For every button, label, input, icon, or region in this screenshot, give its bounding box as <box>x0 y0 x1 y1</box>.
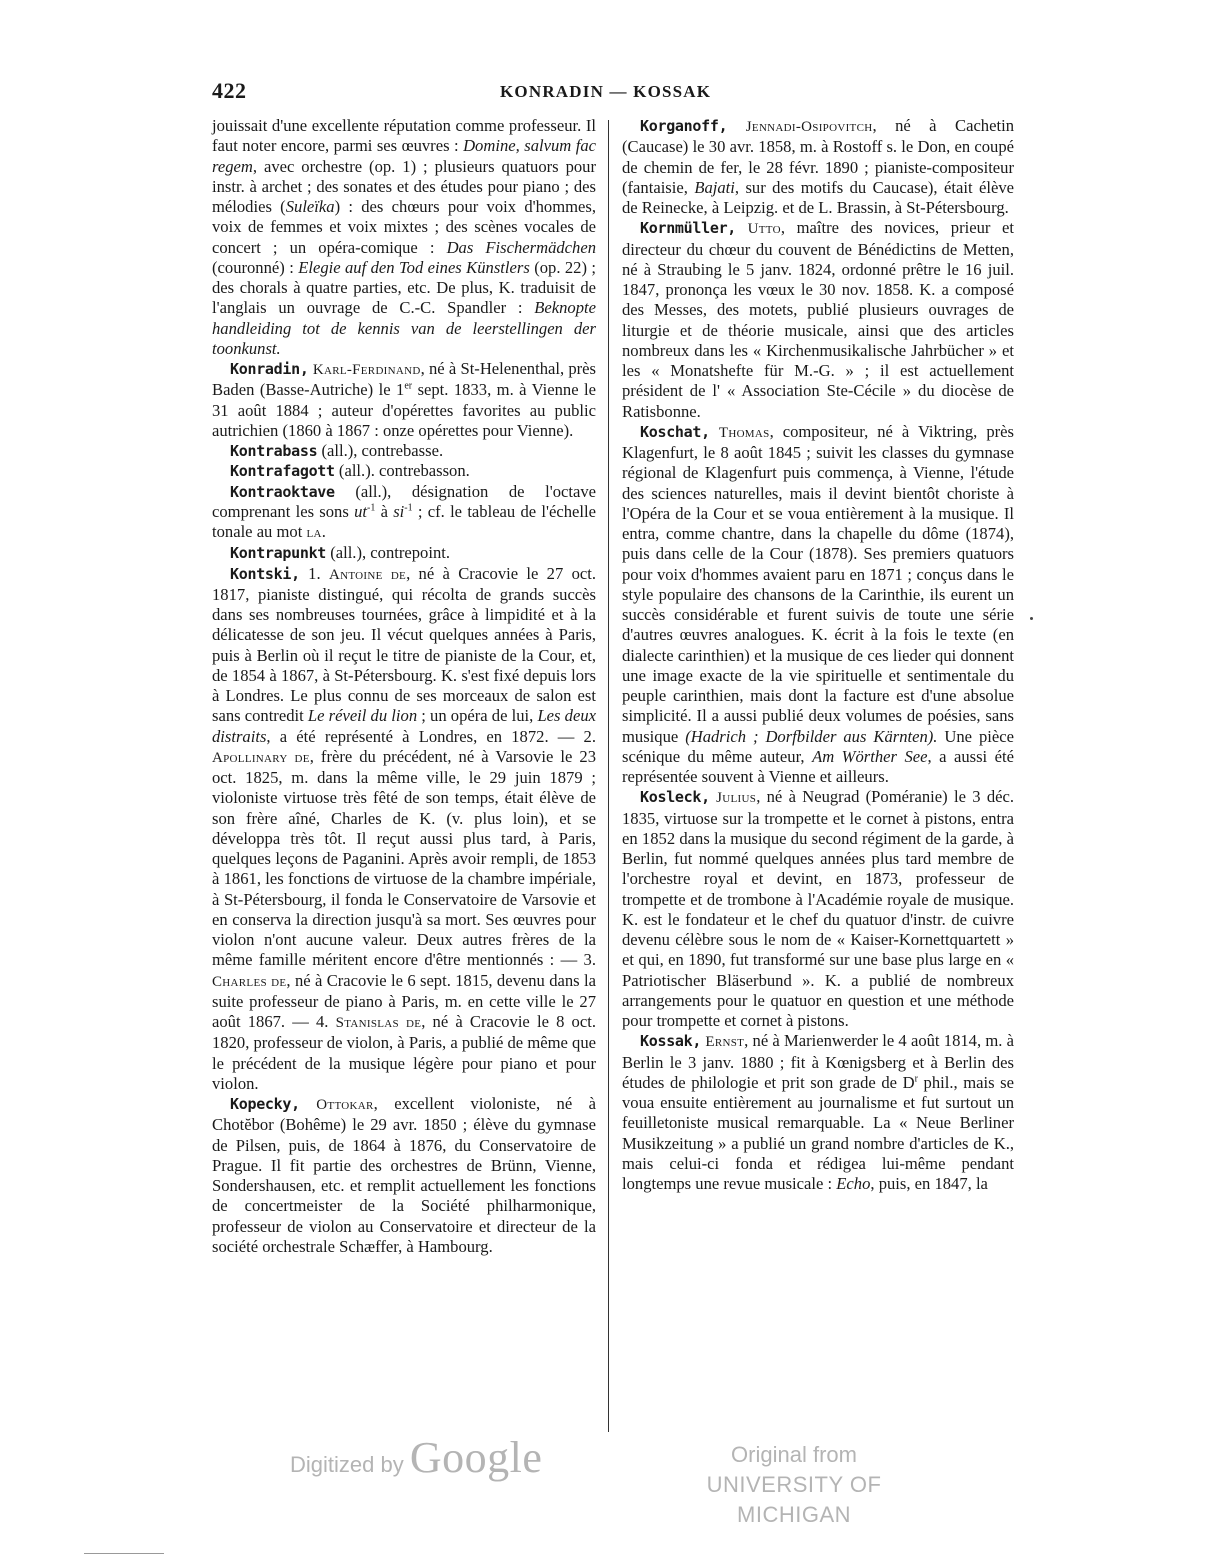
entry-korganoff: Korganoff, Jennadi-Osipovitch, né à Cachetin (Caucase) le 30 avr. 1858, m. à Rostoff s. le Don, en coupé de chemin de fer, le 28 févr. 1890 ; pianiste-compositeur (fantaisie, Bajati, sur des motifs du Caucase), était élève de Reinecke, à Leipzig. et de L. Brassin, à St-Pétersbourg. <box>622 116 1014 217</box>
headword: Kontrafagott <box>230 462 335 481</box>
entry-kontrafagott: Kontrafagott (all.). contrebasson. <box>230 461 470 481</box>
headword: Kornmüller, <box>640 219 737 238</box>
headword: Kosleck, <box>640 788 710 807</box>
scan-speck <box>1030 617 1033 620</box>
right-column <box>622 116 1014 1194</box>
entry-kossak: Kossak, Ernst, né à Marienwerder le 4 août 1814, m. à Berlin le 3 janv. 1880 ; fit à Kœnigsberg et à Berlin des études de philologie et prit son grade de $D^r$ phil., mais se voua ensuite entièrement au journalisme et fut surtout un feuilletoniste musical remarquable. La « Neue Berliner Musikzeitung » a publié un grand nombre d'articles de K., mais celui-ci fonda et rédigea lui-même pendant longtemps une revue musicale : Echo, puis, en 1847, la <box>622 1031 1014 1193</box>
entry-kontraoktave: Kontraoktave (all.), désignation de l'octave comprenant les sons $ut^{-1}$ à $si^{-1}$ ; cf. le tableau de l'échelle tonale au mot la. <box>212 481 596 541</box>
column-divider <box>608 120 609 1432</box>
original-from-label: Original from <box>731 1442 857 1467</box>
headword: Kontraoktave <box>230 482 335 501</box>
footer-rule <box>84 1553 164 1554</box>
entry-kontski: Kontski, 1. Antoine de, né à Cracovie le 27 oct. 1817, pianiste distingué, qui récolta de grands succès dans ses nombreuses tournées, grâce à limpidité et à la délicatesse de son jeu. Il vécut quelques années à Paris, puis à Berlin où il reçut le titre de pianiste de la Cour, et, de 1854 à 1867, à St-Pétersbourg. K. s'est fixé depuis lors à Londres. Le plus connu de ses morceaux de salon est sans contredit Le réveil du lion ; un opéra de lui, Les deux distraits, a été représenté à Londres, en 1872. — 2. Apollinary de, frère du précédent, né à Varsovie le 23 oct. 1825, m. dans la même ville, le 29 juin 1879 ; violoniste virtuose très fêté de son temps, était élève de son frère aîné, Charles de K. (v. plus loin), et se développa très tôt. Il reçut aussi plus tard, à Paris, quelques leçons de Paganini. Après avoir rempli, de 1853 à 1861, les fonctions de virtuose de la chambre impériale, à St-Pétersbourg, il fonda le Conservatoire de Varsovie et en conserva la direction jusqu'à sa mort. Ses œuvres pour violon n'ont aucune valeur. Deux autres frères de la même famille méritent encore d'être mentionnés : — 3. Charles de, né à Cracovie le 6 sept. 1815, devenu dans la suite professeur de piano à Paris, m. en cette ville le 27 août 1867. — 4. Stanislas de, né à Cracovie le 8 oct. 1820, professeur de violon, à Paris, a publié de même que le précédent de la musique légère pour piano et pour violon. <box>212 563 597 1093</box>
google-watermark <box>290 1432 542 1483</box>
digitized-by-label: Digitized by <box>290 1452 404 1477</box>
headword: Kossak, <box>640 1032 702 1051</box>
page-number: 422 <box>212 78 247 103</box>
headword: Korganoff, <box>640 117 728 135</box>
headword: Konradin, <box>230 360 309 378</box>
university-watermark <box>668 1440 920 1530</box>
entry-konradin: Konradin, Karl-Ferdinand, né à St-Helenenthal, près Baden (Basse-Autriche) le 1er sept. 1833, m. à Vienne le 31 août 1884 ; auteur d'opérettes favorites au public autrichien (1860 à 1867 : onze opérettes pour Vienne). <box>212 359 597 440</box>
google-logo: Google <box>409 1433 543 1482</box>
entry-kornmuller: Kornmüller, Utto, maître des novices, prieur et directeur du chœur du couvent de Bénédictins de Metten, né à Straubing le 5 janv. 1824, ordonné prêtre le 16 juil. 1847, prononça les vœux le 30 nov. 1858. K. a composé des Messes, des motets, publié plusieurs ouvrages de liturgie et de théorie musicale, ainsi que des articles nombreux dans les « Kirchenmusikalische Jahrbücher » et les « Monatshefte für M.-G. » ; il est actuellement président de l' « Association Ste-Cécile » du diocèse de Ratisbonne. <box>622 218 1014 421</box>
entry-koschat: Koschat, Thomas, compositeur, né à Viktring, près Klagenfurt, le 8 août 1845 ; suivit les classes du gymnase régional de Klagenfurt puis commença, à Vienne, l'étude des sciences naturelles, mais il devint bientôt choriste à l'Opéra de la Cour et se voua entièrement à la musique. Il entra, comme chantre, dans la chapelle du dôme (1874), puis dans celle de la Cour (1878). Ses premiers quatuors pour voix d'hommes avaient paru en 1871 ; conçus dans le style populaire des chansons de la Carinthie, ils eurent un succès considérable et furent suivis de toute une série d'autres œuvres analogues. K. écrit à la fois le texte (en dialecte carinthien) et la musique de ces lieder qui donnent une image exacte de la vie spirituelle et sentimentale du peuple carinthien, mais dont la facture est d'une absolue simplicité. Il a aussi publié deux volumes de poésies, sans musique (Hadrich ; Dorfbilder aus Kärnten). Une pièce scénique du même auteur, Am Wörther See, a aussi été représentée souvent à Vienne et ailleurs. <box>622 421 1014 786</box>
entry-kosleck: Kosleck, Julius, né à Neugrad (Poméranie) le 3 déc. 1835, virtuose sur la trompette et le cornet à pistons, entra en 1852 dans la musique du second régiment de la garde, à Berlin, fut nommé quelques années plus tard membre de l'orchestre royal et devint, en 1873, professeur de trompette et de trombone à l'Académie royale de musique. K. est le fondateur et le chef du quatuor d'instr. de cuivre devenu célèbre sous le nom de « Kaiser-Kornettquartett » et qui, en 1890, fut transformé sur une base plus large en « Patriotischer Bläserbund ». K. a publié de nombreux arrangements pour le quatuor en question et une méthode pour trompette et cornet à pistons. <box>622 787 1014 1030</box>
headword: Kontrapunkt <box>230 544 327 563</box>
headword: Kontski, <box>230 564 300 583</box>
entry-kopecky: Kopecky, Ottokar, excellent violoniste, né à Chotĕbor (Bohême) le 29 avr. 1850 ; élève du gymnase de Pilsen, puis, de 1864 à 1876, du Conservatoire de Prague. Il fit partie des orchestres de Brünn, Vienne, Sondershausen, etc. et remplit actuellement les fonctions de concertmeister de la Société philharmonique, professeur de violon au Conservatoire et directeur de la société orchestrale Schæffer, à Hambourg. <box>212 1094 596 1256</box>
headword: Kopecky, <box>230 1095 300 1113</box>
headword: Koschat, <box>640 422 710 441</box>
entry-kontrabass: Kontrabass (all.), contrebasse. <box>230 441 444 460</box>
left-column <box>212 116 596 1257</box>
running-head: KONRADIN — KOSSAK <box>500 82 712 101</box>
university-label: UNIVERSITY OF MICHIGAN <box>706 1472 882 1527</box>
continued-entry: jouissait d'une excellente réputation comme professeur. Il faut noter encore, parmi ses œuvres : Domine, salvum fac regem, avec orchestre (op. 1) ; plusieurs quatuors pour instr. à archet ; des sonates et des études pour piano ; des mélodies (Suleïka) : des chœurs pour voix d'hommes, voix de femmes et voix mixtes ; des scènes vocales de concert ; un opéra-comique : Das Fischermädchen (couronné) : Elegie auf den Tod eines Künstlers (op. 22) ; des chorals à quatre parties, etc. De plus, K. traduisit de l'anglais un ouvrage de C.-C. Spandler : Beknopte handleiding tot de kennis van de leerstellingen der toonkunst. <box>212 116 596 358</box>
headword: Kontrabass <box>230 442 318 460</box>
entry-kontrapunkt: Kontrapunkt (all.), contrepoint. <box>230 543 450 563</box>
